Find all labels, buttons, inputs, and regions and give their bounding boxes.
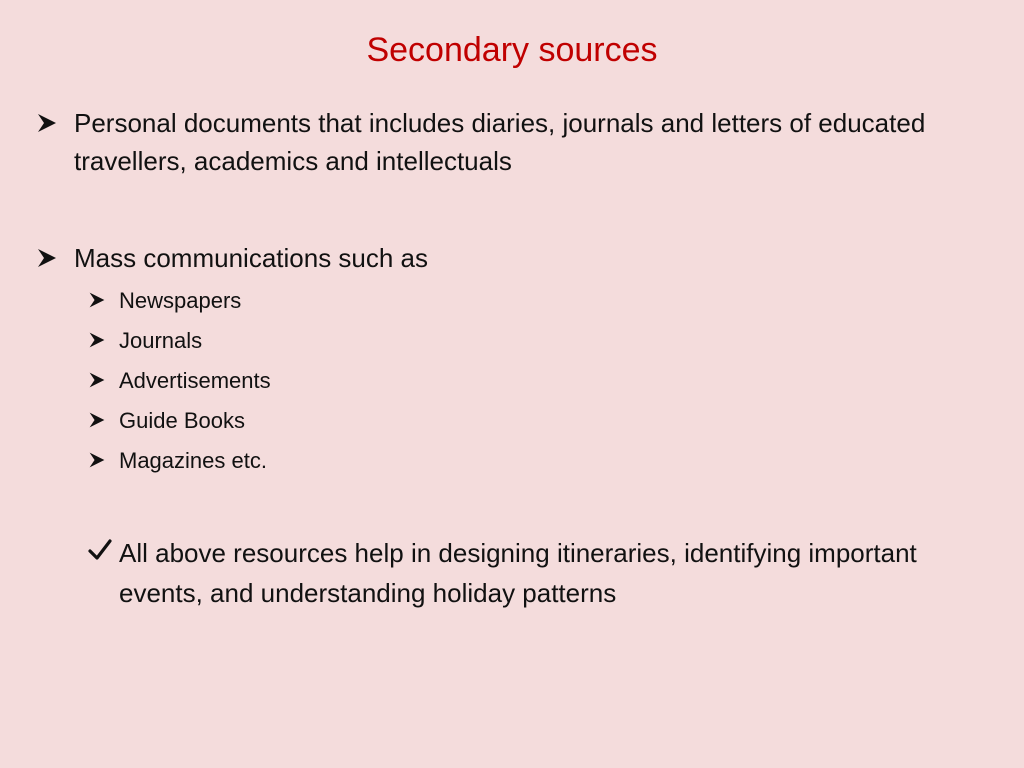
subitem-magazines xyxy=(88,446,999,476)
bullet-text: Mass communications such as xyxy=(74,243,429,273)
arrow-bullet-icon xyxy=(36,104,74,134)
arrow-bullet-icon xyxy=(88,446,119,469)
subitem-text: Journals xyxy=(119,328,203,353)
subitem-text: Magazines etc. xyxy=(119,448,267,473)
slide-title: Secondary sources xyxy=(366,31,658,69)
subitem-text: Guide Books xyxy=(119,408,245,433)
arrow-bullet-icon xyxy=(88,286,119,309)
subitem-text: Advertisements xyxy=(119,368,271,393)
bullet-personal-documents xyxy=(36,104,984,180)
conclusion-item xyxy=(88,533,979,613)
bullet-mass-communications xyxy=(36,239,984,277)
arrow-bullet-icon xyxy=(88,366,119,389)
subitem-newspapers xyxy=(88,286,999,316)
arrow-bullet-icon xyxy=(36,239,74,269)
bullet-text: Personal documents that includes diaries, journals and letters of educated travellers, academics and intellectuals xyxy=(74,108,926,176)
checkmark-icon xyxy=(88,533,119,561)
arrow-bullet-icon xyxy=(88,326,119,349)
subitem-advertisements xyxy=(88,366,999,396)
subitem-journals xyxy=(88,326,999,356)
conclusion-text: All above resources help in designing itineraries, identifying important events, and understanding holiday patterns xyxy=(119,538,917,608)
arrow-bullet-icon xyxy=(88,406,119,429)
subitem-guide-books xyxy=(88,406,999,436)
subitem-text: Newspapers xyxy=(119,288,242,313)
